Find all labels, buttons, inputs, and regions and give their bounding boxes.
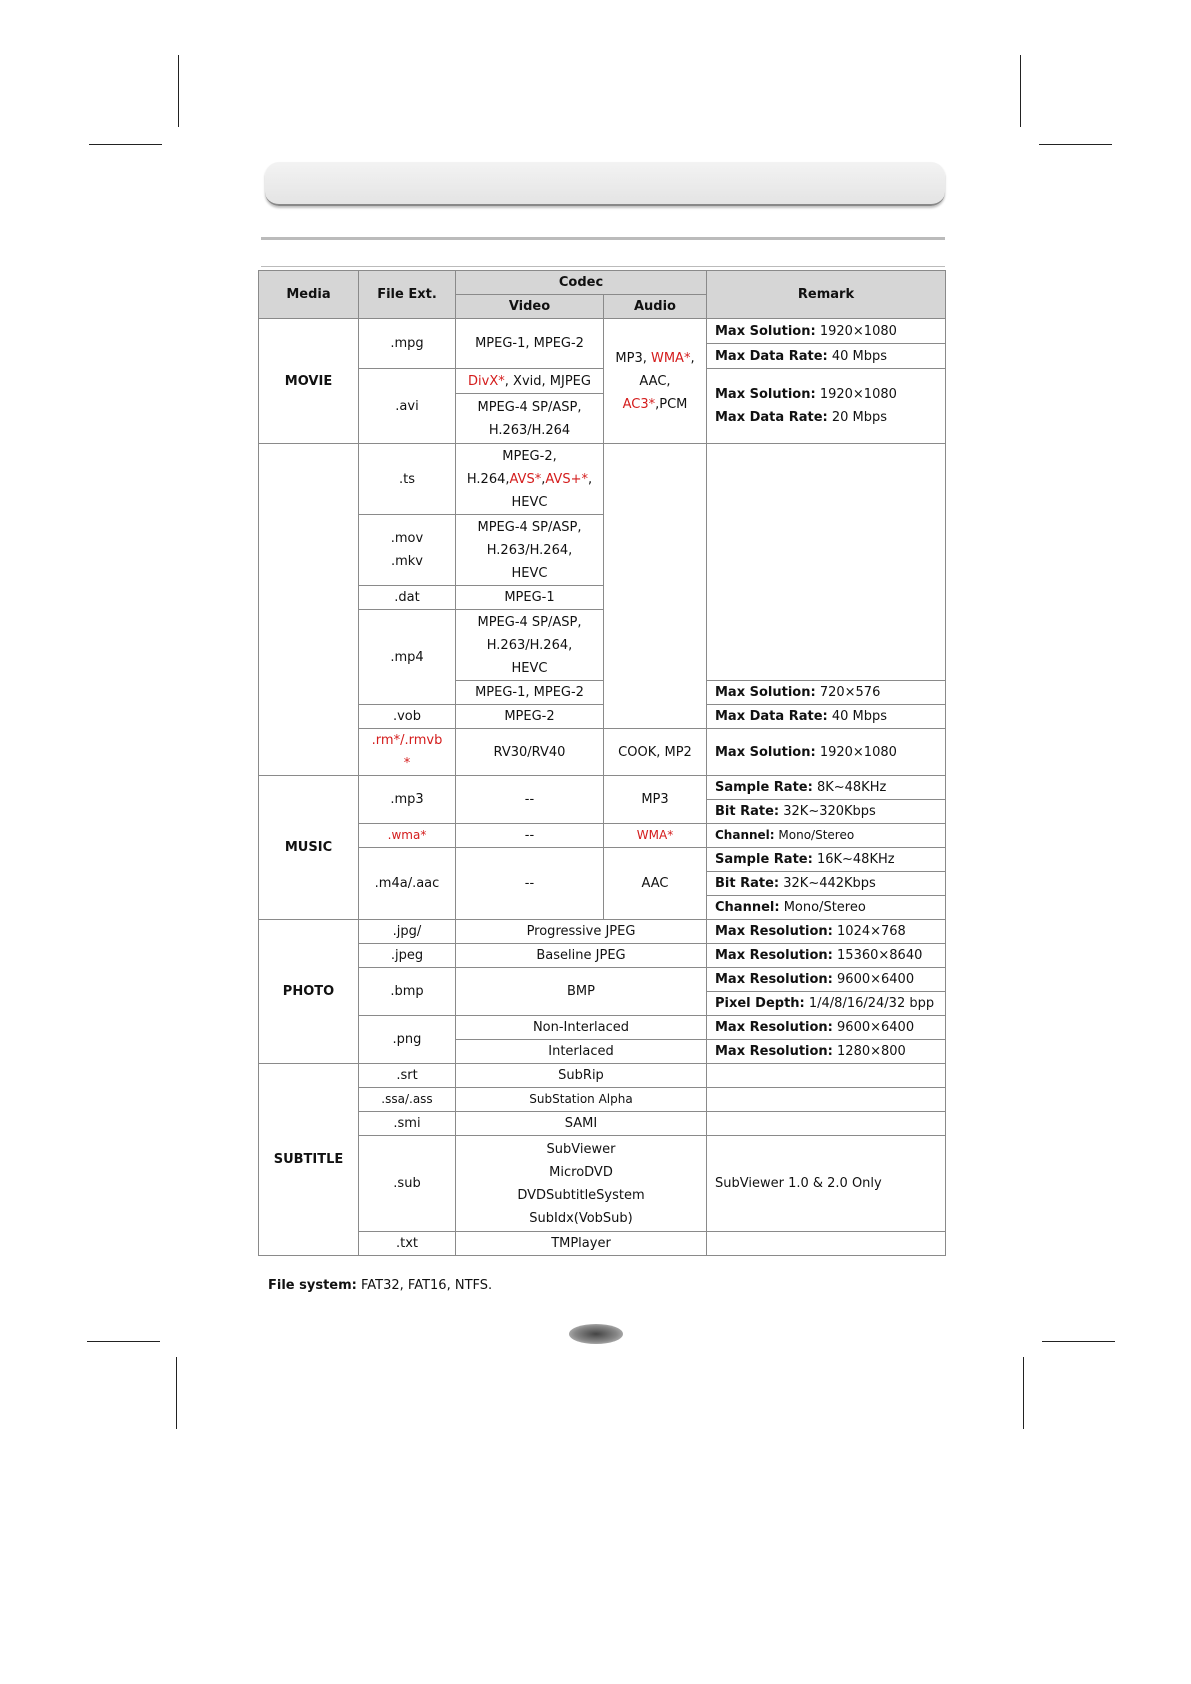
remark-photo-1 xyxy=(707,920,946,944)
codec-subrip: SubRip xyxy=(456,1064,707,1088)
remark-blank xyxy=(707,1232,946,1256)
remark-value: 720×576 xyxy=(815,685,881,700)
audio-text: , xyxy=(690,350,695,366)
video-text: MPEG-2, xyxy=(502,448,557,464)
ext-avi: .avi xyxy=(359,369,456,444)
ext-wma: .wma* xyxy=(359,824,456,848)
ext-ssa-ass: .ssa/.ass xyxy=(359,1088,456,1112)
remark-photo-2 xyxy=(707,944,946,968)
crop-mark xyxy=(89,144,162,145)
remark-value: 1920×1080 xyxy=(815,323,897,339)
video-text: , xyxy=(541,471,546,487)
header-remark: Remark xyxy=(707,271,946,319)
ext-mov-mkv xyxy=(359,515,456,586)
remark-blank xyxy=(707,1112,946,1136)
video-m4a: -- xyxy=(456,848,604,920)
video-avi-2 xyxy=(456,394,604,444)
remark-key: Max Data Rate: xyxy=(715,410,828,425)
header-video: Video xyxy=(456,295,604,319)
video-text: , Xvid, MJPEG xyxy=(504,373,591,389)
audio-aac: AAC xyxy=(604,848,707,920)
remark-key: Max Data Rate: xyxy=(715,709,828,724)
remark-value: 15360×8640 xyxy=(832,948,923,963)
ext-text: * xyxy=(403,756,411,771)
remark-photo-5 xyxy=(707,1016,946,1040)
ext-vob: .vob xyxy=(359,705,456,729)
video-ts xyxy=(456,444,604,515)
video-mpg: MPEG-1, MPEG-2 xyxy=(456,319,604,369)
video-text: MPEG-4 SP/ASP, xyxy=(477,614,582,630)
video-vob: MPEG-2 xyxy=(456,705,604,729)
remark-value: 9600×6400 xyxy=(832,1020,915,1035)
remark-music-6 xyxy=(707,896,946,920)
remark-music-1 xyxy=(707,776,946,800)
video-text: H.264, xyxy=(466,471,510,487)
video-wma: -- xyxy=(456,824,604,848)
remark-key: Sample Rate: xyxy=(715,780,813,795)
remark-photo-3 xyxy=(707,968,946,992)
remark-key: Max Solution: xyxy=(715,387,816,402)
video-text: MPEG-4 SP/ASP, xyxy=(477,399,582,415)
crop-mark xyxy=(178,55,179,127)
codec-tmplayer: TMPlayer xyxy=(456,1232,707,1256)
remark-photo-6 xyxy=(707,1040,946,1064)
video-avi-1 xyxy=(456,369,604,394)
remark-key: Max Resolution: xyxy=(715,1020,833,1035)
remark-value: Mono/Stereo xyxy=(774,828,855,842)
audio-text: ,PCM xyxy=(655,396,688,412)
remark-value: 40 Mbps xyxy=(827,348,888,364)
video-text: HEVC xyxy=(511,494,548,510)
remark-key: Max Resolution: xyxy=(715,1044,833,1059)
codec-text: MicroDVD xyxy=(549,1164,613,1180)
remark-key: Max Solution: xyxy=(715,323,816,339)
remark-key: Pixel Depth: xyxy=(715,996,805,1011)
remark-key: Bit Rate: xyxy=(715,804,780,819)
ext-png: .png xyxy=(359,1016,456,1064)
remark-value: 1920×1080 xyxy=(815,387,897,402)
media-subtitle-label: SUBTITLE xyxy=(259,1064,359,1256)
video-text: H.263/H.264 xyxy=(488,422,571,438)
ext-jpg: .jpg/ xyxy=(359,920,456,944)
remark-value: 40 Mbps xyxy=(827,709,888,724)
audio-text-red: AC3* xyxy=(622,396,656,412)
video-text: MPEG-4 SP/ASP, xyxy=(477,519,582,535)
remark-value: 1920×1080 xyxy=(815,744,897,760)
ext-ts: .ts xyxy=(359,444,456,515)
ext-smi: .smi xyxy=(359,1112,456,1136)
page-number-mark xyxy=(569,1324,623,1344)
remark-movie-2 xyxy=(707,344,946,369)
section-rule-thin xyxy=(261,266,945,267)
remark-key: Max Data Rate: xyxy=(715,348,828,364)
remark-music-4 xyxy=(707,848,946,872)
audio-text: AAC, xyxy=(639,373,671,389)
ext-mp4: .mp4 xyxy=(359,610,456,705)
media-photo-label: PHOTO xyxy=(259,920,359,1064)
ext-jpeg: .jpeg xyxy=(359,944,456,968)
ext-srt: .srt xyxy=(359,1064,456,1088)
remark-key: Max Solution: xyxy=(715,744,816,760)
ext-mp3: .mp3 xyxy=(359,776,456,824)
remark-movie-5 xyxy=(707,681,946,705)
codec-bmp: BMP xyxy=(456,968,707,1016)
ext-bmp: .bmp xyxy=(359,968,456,1016)
remark-value: 8K~48KHz xyxy=(812,780,887,795)
ext-txt: .txt xyxy=(359,1232,456,1256)
codec-progressive-jpeg: Progressive JPEG xyxy=(456,920,707,944)
media-music-label: MUSIC xyxy=(259,776,359,920)
video-mov-mkv xyxy=(456,515,604,586)
remark-music-5 xyxy=(707,872,946,896)
codec-sami: SAMI xyxy=(456,1112,707,1136)
codec-sub-list xyxy=(456,1136,707,1232)
codec-baseline-jpeg: Baseline JPEG xyxy=(456,944,707,968)
remark-value: Mono/Stereo xyxy=(779,900,866,915)
ext-text: .mov xyxy=(390,531,424,546)
remark-value: 1/4/8/16/24/32 bpp xyxy=(804,996,935,1011)
audio-rm: COOK, MP2 xyxy=(604,729,707,776)
ext-dat: .dat xyxy=(359,586,456,610)
video-text: , xyxy=(587,471,593,487)
section-rule xyxy=(261,237,945,240)
remark-movie-6 xyxy=(707,705,946,729)
crop-mark xyxy=(176,1357,177,1429)
crop-mark xyxy=(1023,1357,1024,1429)
remark-music-2 xyxy=(707,800,946,824)
crop-mark xyxy=(87,1341,160,1342)
remark-blank xyxy=(707,1064,946,1088)
codec-text: SubIdx(VobSub) xyxy=(529,1210,633,1226)
codec-non-interlaced: Non-Interlaced xyxy=(456,1016,707,1040)
audio-text: MP3, xyxy=(615,350,651,366)
remark-value: 20 Mbps xyxy=(827,410,888,425)
video-mp4-mpeg: MPEG-1, MPEG-2 xyxy=(456,681,604,705)
audio-ts-vob xyxy=(604,444,707,729)
ext-rm-rmvb xyxy=(359,729,456,776)
remark-value: 1280×800 xyxy=(832,1044,906,1059)
video-text: HEVC xyxy=(511,565,548,581)
ext-sub: .sub xyxy=(359,1136,456,1232)
remark-key: Max Solution: xyxy=(715,685,816,700)
remark-blank xyxy=(707,444,946,681)
header-file-ext: File Ext. xyxy=(359,271,456,319)
file-system-value: FAT32, FAT16, NTFS. xyxy=(356,1278,493,1293)
video-text-red: AVS* xyxy=(509,471,542,487)
video-mp4 xyxy=(456,610,604,681)
remark-photo-4 xyxy=(707,992,946,1016)
video-text: H.263/H.264, xyxy=(486,637,573,653)
video-dat: MPEG-1 xyxy=(456,586,604,610)
video-mp3: -- xyxy=(456,776,604,824)
crop-mark xyxy=(1039,144,1112,145)
remark-key: Max Resolution: xyxy=(715,948,833,963)
remark-key: Max Resolution: xyxy=(715,924,833,939)
crop-mark xyxy=(1020,55,1021,127)
remark-blank xyxy=(707,1088,946,1112)
header-media: Media xyxy=(259,271,359,319)
audio-mp3: MP3 xyxy=(604,776,707,824)
remark-value: 9600×6400 xyxy=(832,972,915,987)
remark-key: Bit Rate: xyxy=(715,876,780,891)
header-bar xyxy=(265,162,945,206)
media-format-table xyxy=(258,270,946,1256)
crop-mark xyxy=(1042,1341,1115,1342)
codec-substation-alpha: SubStation Alpha xyxy=(456,1088,707,1112)
remark-value: 16K~48KHz xyxy=(812,852,895,867)
remark-movie-7 xyxy=(707,729,946,776)
remark-movie-1 xyxy=(707,319,946,344)
audio-movie-main xyxy=(604,319,707,444)
codec-interlaced: Interlaced xyxy=(456,1040,707,1064)
audio-wma: WMA* xyxy=(604,824,707,848)
video-text-red: AVS+* xyxy=(545,471,588,487)
remark-value: 32K~320Kbps xyxy=(779,804,876,819)
ext-mpg: .mpg xyxy=(359,319,456,369)
video-text-red: DivX* xyxy=(468,373,505,389)
remark-key: Channel: xyxy=(715,900,780,915)
remark-music-3 xyxy=(707,824,946,848)
remark-value: 32K~442Kbps xyxy=(779,876,876,891)
video-text: HEVC xyxy=(511,660,548,676)
remark-key: Sample Rate: xyxy=(715,852,813,867)
remark-key: Channel: xyxy=(715,828,775,842)
media-movie-label: MOVIE xyxy=(259,319,359,444)
file-system-label: File system: xyxy=(268,1278,357,1293)
ext-text: .mkv xyxy=(390,554,424,569)
header-codec: Codec xyxy=(456,271,707,295)
media-movie-continued xyxy=(259,444,359,776)
file-system-note xyxy=(268,1278,492,1293)
ext-m4a-aac: .m4a/.aac xyxy=(359,848,456,920)
remark-key: Max Resolution: xyxy=(715,972,833,987)
codec-text: SubViewer xyxy=(546,1141,616,1157)
video-rm: RV30/RV40 xyxy=(456,729,604,776)
ext-text: .rm*/.rmvb xyxy=(371,733,443,748)
video-text: H.263/H.264, xyxy=(486,542,573,558)
codec-text: DVDSubtitleSystem xyxy=(517,1187,645,1203)
remark-movie-3-4 xyxy=(707,369,946,444)
header-audio: Audio xyxy=(604,295,707,319)
remark-subviewer: SubViewer 1.0 & 2.0 Only xyxy=(707,1136,946,1232)
remark-value: 1024×768 xyxy=(832,924,906,939)
audio-text-red: WMA* xyxy=(650,350,691,366)
